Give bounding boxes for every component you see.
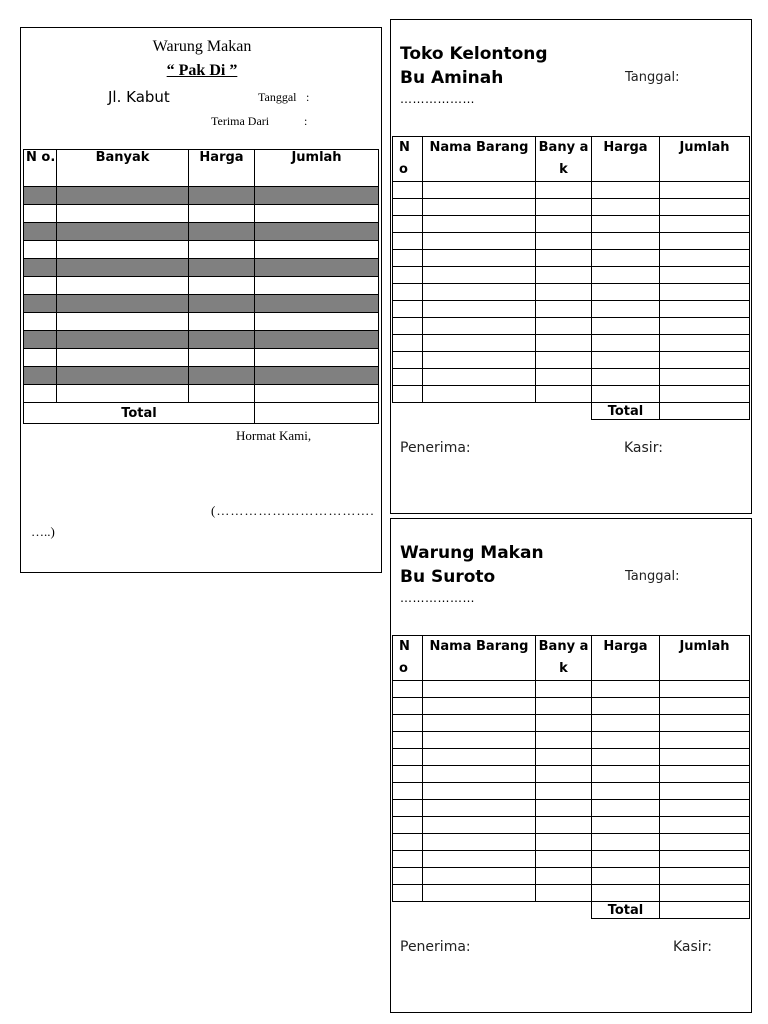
table-cell[interactable] — [423, 868, 536, 885]
col-no: N o. — [24, 150, 57, 187]
table-cell[interactable] — [592, 318, 660, 335]
col-nama-barang: Nama Barang — [423, 137, 536, 182]
table-cell[interactable] — [24, 223, 57, 241]
table-row — [393, 749, 750, 766]
table-cell[interactable] — [592, 749, 660, 766]
table-cell[interactable] — [24, 349, 57, 367]
table-row — [24, 367, 379, 385]
table-row — [24, 385, 379, 403]
col-banyak: Bany ak — [536, 137, 592, 182]
table-cell[interactable] — [536, 369, 592, 386]
table-cell[interactable] — [660, 800, 750, 817]
table-row — [393, 386, 750, 403]
table-cell[interactable] — [592, 715, 660, 732]
table-cell[interactable] — [660, 301, 750, 318]
table-cell[interactable] — [189, 223, 255, 241]
table-cell[interactable] — [660, 182, 750, 199]
table-row — [24, 187, 379, 205]
table-cell[interactable] — [57, 277, 189, 295]
table-cell[interactable] — [24, 241, 57, 259]
table-cell[interactable] — [660, 817, 750, 834]
table-cell[interactable] — [57, 187, 189, 205]
table-cell[interactable] — [592, 698, 660, 715]
date-dots: ……………… — [400, 92, 475, 106]
table-cell[interactable] — [592, 369, 660, 386]
table-cell[interactable] — [592, 817, 660, 834]
table-cell[interactable] — [660, 233, 750, 250]
table-row — [393, 335, 750, 352]
table-cell[interactable] — [393, 800, 423, 817]
table-cell[interactable] — [423, 834, 536, 851]
table-row — [393, 250, 750, 267]
table-cell[interactable] — [536, 715, 592, 732]
table-cell[interactable] — [660, 715, 750, 732]
col-nama-barang: Nama Barang — [423, 636, 536, 681]
table-cell[interactable] — [660, 284, 750, 301]
table-row — [393, 817, 750, 834]
table-row — [24, 277, 379, 295]
table-cell[interactable] — [423, 715, 536, 732]
table-cell[interactable] — [393, 783, 423, 800]
table-cell[interactable] — [393, 732, 423, 749]
col-jumlah: Jumlah — [255, 150, 379, 187]
table-cell[interactable] — [423, 301, 536, 318]
table-cell[interactable] — [24, 313, 57, 331]
table-row — [393, 301, 750, 318]
table-row — [393, 851, 750, 868]
table-cell[interactable] — [536, 766, 592, 783]
table-cell[interactable] — [255, 187, 379, 205]
title-line-1: Toko Kelontong — [400, 44, 548, 64]
table-cell[interactable] — [393, 715, 423, 732]
table-cell[interactable] — [393, 369, 423, 386]
table-cell[interactable] — [24, 277, 57, 295]
regards-text: Hormat Kami, — [236, 428, 312, 443]
table-cell[interactable] — [592, 250, 660, 267]
table-cell[interactable] — [536, 352, 592, 369]
table-cell[interactable] — [536, 199, 592, 216]
table-cell[interactable] — [592, 386, 660, 403]
receipt-title: Warung Makan — [152, 38, 252, 55]
items-table — [23, 149, 379, 424]
table-cell[interactable] — [57, 295, 189, 313]
date-label: Tanggal: — [625, 70, 680, 85]
table-cell[interactable] — [393, 352, 423, 369]
table-cell[interactable] — [24, 295, 57, 313]
table-cell[interactable] — [255, 205, 379, 223]
receiver-label: Penerima: — [400, 939, 471, 955]
shop-address: Jl. Kabut — [108, 88, 170, 106]
table-row — [393, 216, 750, 233]
col-no: N o — [393, 636, 423, 681]
table-cell[interactable] — [592, 732, 660, 749]
table-cell[interactable] — [423, 199, 536, 216]
receipt-pak-di — [20, 27, 382, 573]
table-cell[interactable] — [536, 233, 592, 250]
date-colon: : — [306, 90, 310, 104]
table-cell[interactable] — [189, 259, 255, 277]
table-cell[interactable] — [423, 182, 536, 199]
table-cell[interactable] — [255, 223, 379, 241]
table-cell[interactable] — [423, 800, 536, 817]
table-cell[interactable] — [423, 335, 536, 352]
table-cell[interactable] — [393, 301, 423, 318]
table-cell[interactable] — [592, 216, 660, 233]
table-cell[interactable] — [660, 681, 750, 698]
from-colon: : — [304, 114, 308, 128]
table-row — [24, 241, 379, 259]
col-harga: Harga — [189, 150, 255, 187]
table-row — [393, 732, 750, 749]
table-cell[interactable] — [57, 367, 189, 385]
table-row — [393, 783, 750, 800]
table-cell[interactable] — [393, 698, 423, 715]
table-cell[interactable] — [660, 851, 750, 868]
col-harga: Harga — [592, 137, 660, 182]
total-label: Total — [592, 902, 660, 919]
table-cell[interactable] — [423, 250, 536, 267]
table-cell[interactable] — [660, 783, 750, 800]
table-row — [393, 715, 750, 732]
table-cell[interactable] — [660, 318, 750, 335]
table-cell[interactable] — [255, 295, 379, 313]
table-cell[interactable] — [393, 233, 423, 250]
table-cell[interactable] — [660, 267, 750, 284]
table-cell[interactable] — [660, 732, 750, 749]
table-cell[interactable] — [393, 817, 423, 834]
table-cell[interactable] — [660, 868, 750, 885]
table-cell[interactable] — [592, 352, 660, 369]
table-cell[interactable] — [536, 749, 592, 766]
table-cell[interactable] — [592, 335, 660, 352]
table-cell[interactable] — [536, 182, 592, 199]
table-cell[interactable] — [393, 885, 423, 902]
table-cell[interactable] — [536, 732, 592, 749]
table-row — [393, 369, 750, 386]
table-row — [393, 199, 750, 216]
table-cell[interactable] — [536, 301, 592, 318]
table-cell[interactable] — [660, 834, 750, 851]
shop-name: “ Pak Di ” — [166, 62, 238, 79]
table-cell[interactable] — [660, 698, 750, 715]
table-cell[interactable] — [660, 766, 750, 783]
table-cell[interactable] — [393, 386, 423, 403]
table-cell[interactable] — [57, 205, 189, 223]
table-cell[interactable] — [393, 766, 423, 783]
total-label: Total — [24, 403, 255, 424]
date-dots: ……………… — [400, 591, 475, 605]
table-row — [393, 284, 750, 301]
table-cell[interactable] — [423, 386, 536, 403]
table-cell[interactable] — [393, 681, 423, 698]
table-row — [393, 233, 750, 250]
table-cell[interactable] — [536, 284, 592, 301]
table-cell[interactable] — [536, 885, 592, 902]
receipt-title — [400, 42, 548, 90]
table-cell[interactable] — [423, 885, 536, 902]
table-cell[interactable] — [592, 199, 660, 216]
table-row — [393, 267, 750, 284]
table-cell[interactable] — [592, 766, 660, 783]
table-cell[interactable] — [660, 369, 750, 386]
table-cell[interactable] — [536, 216, 592, 233]
table-cell[interactable] — [393, 267, 423, 284]
table-row — [24, 223, 379, 241]
date-label: Tanggal: — [625, 569, 680, 584]
table-cell[interactable] — [189, 367, 255, 385]
table-cell[interactable] — [57, 385, 189, 403]
table-cell[interactable] — [393, 284, 423, 301]
table-cell[interactable] — [393, 250, 423, 267]
table-row — [393, 182, 750, 199]
table-row — [24, 259, 379, 277]
receiver-label: Penerima: — [400, 440, 471, 456]
table-row — [393, 698, 750, 715]
table-cell[interactable] — [660, 335, 750, 352]
table-cell[interactable] — [189, 205, 255, 223]
table-row — [393, 352, 750, 369]
table-cell[interactable] — [24, 367, 57, 385]
table-cell[interactable] — [423, 233, 536, 250]
table-row — [393, 318, 750, 335]
table-cell[interactable] — [393, 834, 423, 851]
table-cell[interactable] — [536, 267, 592, 284]
table-cell[interactable] — [189, 385, 255, 403]
table-cell[interactable] — [255, 385, 379, 403]
table-cell[interactable] — [423, 766, 536, 783]
table-cell[interactable] — [423, 318, 536, 335]
table-cell[interactable] — [189, 331, 255, 349]
table-cell[interactable] — [255, 277, 379, 295]
table-cell[interactable] — [24, 331, 57, 349]
col-jumlah: Jumlah — [660, 636, 750, 681]
table-cell[interactable] — [57, 259, 189, 277]
table-cell[interactable] — [189, 295, 255, 313]
col-jumlah: Jumlah — [660, 137, 750, 182]
table-cell[interactable] — [423, 783, 536, 800]
table-cell[interactable] — [423, 749, 536, 766]
table-row — [393, 868, 750, 885]
table-cell[interactable] — [423, 732, 536, 749]
table-cell[interactable] — [57, 349, 189, 367]
table-cell[interactable] — [536, 335, 592, 352]
table-cell[interactable] — [536, 318, 592, 335]
table-row — [24, 331, 379, 349]
col-banyak: Bany ak — [536, 636, 592, 681]
table-row — [24, 205, 379, 223]
items-table — [392, 635, 750, 919]
table-cell[interactable] — [255, 349, 379, 367]
table-cell[interactable] — [536, 783, 592, 800]
col-banyak: Banyak — [57, 150, 189, 187]
table-cell[interactable] — [536, 698, 592, 715]
table-cell[interactable] — [393, 335, 423, 352]
table-cell[interactable] — [24, 205, 57, 223]
total-value[interactable] — [660, 403, 750, 420]
receipt-title — [400, 541, 544, 589]
total-value[interactable] — [255, 403, 379, 424]
table-cell[interactable] — [536, 817, 592, 834]
table-cell[interactable] — [255, 367, 379, 385]
table-row — [393, 800, 750, 817]
table-cell[interactable] — [255, 259, 379, 277]
table-cell[interactable] — [423, 698, 536, 715]
items-table — [392, 136, 750, 420]
table-row — [393, 834, 750, 851]
table-row — [24, 295, 379, 313]
table-cell[interactable] — [536, 250, 592, 267]
table-cell[interactable] — [592, 800, 660, 817]
table-cell[interactable] — [393, 318, 423, 335]
receipt-bu-aminah — [390, 19, 752, 514]
col-harga: Harga — [592, 636, 660, 681]
table-cell[interactable] — [660, 885, 750, 902]
table-row — [393, 885, 750, 902]
table-cell[interactable] — [536, 386, 592, 403]
table-cell[interactable] — [660, 250, 750, 267]
table-cell[interactable] — [189, 313, 255, 331]
table-cell[interactable] — [660, 749, 750, 766]
table-cell[interactable] — [393, 749, 423, 766]
table-cell[interactable] — [255, 331, 379, 349]
table-cell[interactable] — [592, 284, 660, 301]
table-cell[interactable] — [660, 386, 750, 403]
table-row — [24, 349, 379, 367]
table-row — [24, 313, 379, 331]
table-cell[interactable] — [24, 187, 57, 205]
title-line-1: Warung Makan — [400, 543, 544, 563]
table-cell[interactable] — [57, 223, 189, 241]
table-cell[interactable] — [660, 352, 750, 369]
table-cell[interactable] — [592, 851, 660, 868]
table-cell[interactable] — [189, 187, 255, 205]
table-cell[interactable] — [423, 284, 536, 301]
table-cell[interactable] — [536, 868, 592, 885]
table-cell[interactable] — [423, 352, 536, 369]
table-cell[interactable] — [57, 241, 189, 259]
table-cell[interactable] — [393, 216, 423, 233]
table-cell[interactable] — [592, 681, 660, 698]
table-cell[interactable] — [423, 817, 536, 834]
cashier-label: Kasir: — [624, 440, 663, 456]
date-label: Tanggal — [258, 90, 297, 104]
table-cell[interactable] — [393, 868, 423, 885]
table-cell[interactable] — [393, 182, 423, 199]
table-cell[interactable] — [423, 681, 536, 698]
table-cell[interactable] — [393, 199, 423, 216]
table-cell[interactable] — [592, 885, 660, 902]
title-line-2: Bu Aminah — [400, 68, 504, 88]
table-cell[interactable] — [423, 267, 536, 284]
signature-line-end: …..) — [31, 524, 55, 539]
table-row — [393, 766, 750, 783]
table-cell[interactable] — [592, 301, 660, 318]
title-line-2: Bu Suroto — [400, 567, 496, 587]
table-cell[interactable] — [660, 199, 750, 216]
table-cell[interactable] — [189, 241, 255, 259]
cashier-label: Kasir: — [673, 939, 712, 955]
col-no: N o — [393, 137, 423, 182]
table-cell[interactable] — [24, 385, 57, 403]
table-cell[interactable] — [255, 313, 379, 331]
table-cell[interactable] — [57, 331, 189, 349]
table-cell[interactable] — [189, 277, 255, 295]
total-label: Total — [592, 403, 660, 420]
table-cell[interactable] — [536, 834, 592, 851]
table-cell[interactable] — [592, 868, 660, 885]
total-value[interactable] — [660, 902, 750, 919]
table-cell[interactable] — [592, 233, 660, 250]
table-cell[interactable] — [423, 216, 536, 233]
table-cell[interactable] — [592, 182, 660, 199]
table-cell[interactable] — [592, 267, 660, 284]
table-cell[interactable] — [255, 241, 379, 259]
table-cell[interactable] — [536, 851, 592, 868]
table-row — [393, 681, 750, 698]
table-cell[interactable] — [536, 800, 592, 817]
table-cell[interactable] — [189, 349, 255, 367]
from-label: Terima Dari — [211, 114, 270, 128]
signature-line: (……………………………. — [211, 503, 375, 518]
table-cell[interactable] — [423, 369, 536, 386]
table-cell[interactable] — [393, 851, 423, 868]
table-cell[interactable] — [24, 259, 57, 277]
table-cell[interactable] — [592, 834, 660, 851]
table-cell[interactable] — [592, 783, 660, 800]
table-cell[interactable] — [57, 313, 189, 331]
receipt-bu-suroto — [390, 518, 752, 1013]
table-cell[interactable] — [536, 681, 592, 698]
table-cell[interactable] — [423, 851, 536, 868]
table-cell[interactable] — [660, 216, 750, 233]
